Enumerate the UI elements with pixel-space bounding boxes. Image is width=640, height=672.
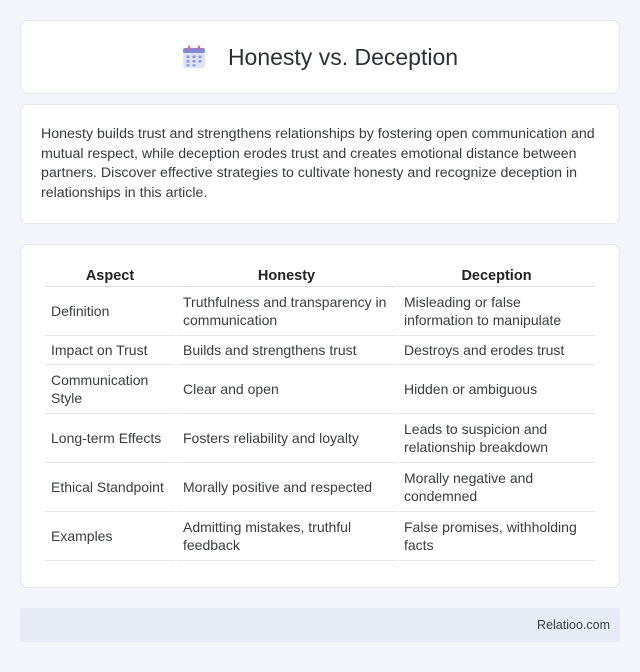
intro-paragraph: Honesty builds trust and strengthens relationships by fostering open communication and mutual respect, while deception erodes trust and creates emotional distance between partners. Discover effective strategies to cultivate honesty and recognize deception in relationships in this article. (41, 126, 595, 201)
table-row (45, 463, 595, 512)
column-header-honesty: Honesty (177, 265, 396, 287)
column-header-deception: Deception (398, 265, 595, 287)
header-card (20, 20, 620, 94)
footer (20, 608, 620, 642)
table-cell-aspect: Ethical Standpoint (45, 463, 175, 512)
table-cell-aspect: Impact on Trust (45, 336, 175, 365)
title-wrap (182, 44, 458, 71)
table-cell-honesty: Truthfulness and transparency in communication (177, 287, 396, 336)
intro-card (20, 104, 620, 224)
comparison-table (43, 265, 597, 561)
table-cell-deception: Hidden or ambiguous (398, 365, 595, 414)
table-cell-aspect: Communication Style (45, 365, 175, 414)
table-cell-honesty: Fosters reliability and loyalty (177, 414, 396, 463)
table-cell-aspect: Long-term Effects (45, 414, 175, 463)
table-cell-honesty: Admitting mistakes, truthful feedback (177, 512, 396, 561)
table-cell-deception: Morally negative and condemned (398, 463, 595, 512)
table-cell-honesty: Morally positive and respected (177, 463, 396, 512)
table-cell-deception: False promises, withholding facts (398, 512, 595, 561)
table-header-row (45, 265, 595, 287)
table-row (45, 336, 595, 365)
comparison-table-card (20, 244, 620, 588)
table-cell-honesty: Clear and open (177, 365, 396, 414)
table-cell-deception: Misleading or false information to manipulate (398, 287, 595, 336)
calendar-icon (182, 45, 206, 69)
table-row (45, 512, 595, 561)
table-row (45, 365, 595, 414)
table-cell-aspect: Definition (45, 287, 175, 336)
column-header-aspect: Aspect (45, 265, 175, 287)
table-cell-deception: Leads to suspicion and relationship breakdown (398, 414, 595, 463)
footer-brand: Relatioo.com (537, 618, 610, 632)
table-row (45, 414, 595, 463)
table-cell-honesty: Builds and strengthens trust (177, 336, 396, 365)
page-title: Honesty vs. Deception (227, 43, 459, 70)
table-cell-aspect: Examples (45, 512, 175, 561)
table-row (45, 287, 595, 336)
table-cell-deception: Destroys and erodes trust (398, 336, 595, 365)
